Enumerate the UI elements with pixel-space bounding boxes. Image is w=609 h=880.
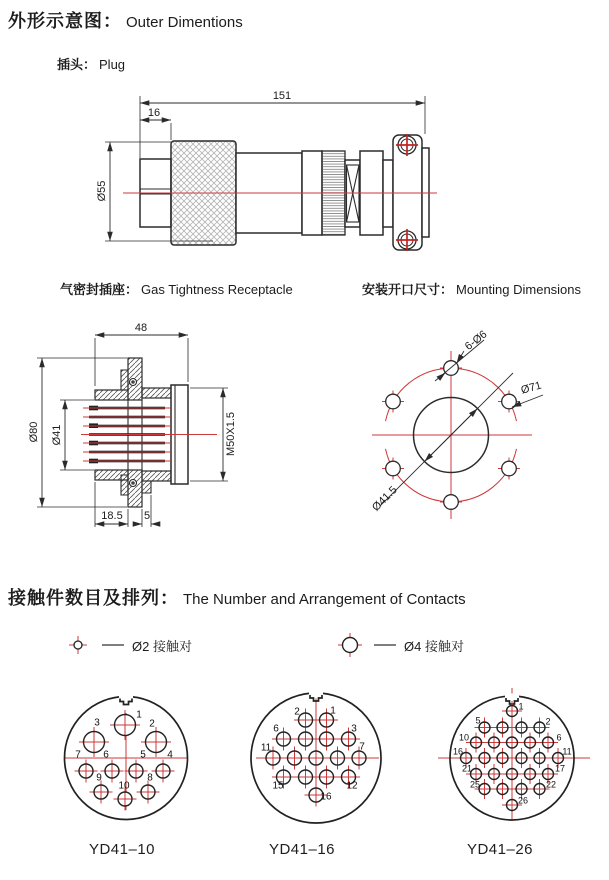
receptacle-flange-bottom-tab <box>128 470 142 507</box>
legend-item-4mm <box>336 632 464 658</box>
contact-number-5: 5 <box>140 749 146 761</box>
contacts-heading-en: The Number and Arrangement of Contacts <box>183 591 466 608</box>
dim-plug-front: 16 <box>147 107 161 119</box>
contact-number-11: 11 <box>260 742 272 754</box>
contact-number-2: 2 <box>545 716 551 727</box>
contact-number-2: 2 <box>294 706 300 718</box>
plug-drawing <box>85 90 450 268</box>
dim-receptacle-opening-dia: Ø41 <box>51 424 63 446</box>
contact-diagram-yd41-26 <box>426 672 598 844</box>
receptacle-heading-zh: 气密封插座： <box>60 282 139 297</box>
contact-2mm-icon <box>66 632 126 658</box>
dim-receptacle-length: 48 <box>134 322 148 334</box>
page-title-zh: 外形示意图： <box>8 11 122 31</box>
contact-number-9: 9 <box>96 772 102 784</box>
contact-number-6: 6 <box>103 749 109 761</box>
legend-item-2mm <box>66 632 192 658</box>
dim-mounting-opening: Ø41.5 <box>370 484 400 514</box>
contact-number-17: 17 <box>554 763 566 774</box>
contact-number-7: 7 <box>75 749 81 761</box>
mounting-heading-zh: 安装开口尺寸： <box>362 282 454 297</box>
contact-number-21: 21 <box>461 763 473 774</box>
contact-number-10: 10 <box>458 732 470 743</box>
contact-number-16: 16 <box>320 791 332 803</box>
contact-number-15: 15 <box>272 780 284 792</box>
contact-diagram-yd41-16 <box>230 672 402 844</box>
contact-number-26: 26 <box>517 795 529 806</box>
dim-receptacle-step: 5 <box>143 510 151 522</box>
dim-receptacle-mount-offset: 18.5 <box>101 510 123 522</box>
contacts-heading-zh: 接触件数目及排列： <box>8 588 179 608</box>
dim-receptacle-flange-dia: Ø80 <box>28 421 40 443</box>
contact-number-6: 6 <box>556 732 562 743</box>
contact-number-3: 3 <box>94 717 100 729</box>
contact-number-22: 22 <box>545 779 557 790</box>
contact-number-1: 1 <box>518 701 524 712</box>
page-title <box>8 7 243 33</box>
receptacle-drawing <box>25 318 250 533</box>
receptacle-pins <box>81 406 217 464</box>
mounting-heading <box>362 279 581 299</box>
contact-number-8: 8 <box>147 772 153 784</box>
contact-number-6: 6 <box>273 723 279 735</box>
plug-heading-zh: 插头： <box>57 57 97 72</box>
dim-receptacle-thread: M50X1.5 <box>225 411 237 457</box>
plug-heading <box>57 54 125 74</box>
dim-plug-length: 151 <box>272 90 292 102</box>
receptacle-heading <box>60 279 293 299</box>
contact-number-1: 1 <box>136 709 142 721</box>
contact-number-16: 16 <box>452 746 464 757</box>
dim-mounting-holes: 6-Ø6 <box>462 328 490 353</box>
contacts-heading <box>8 584 466 610</box>
connector-name: YD41–26 <box>466 841 534 858</box>
legend-label: Ø4 接触对 <box>404 638 464 654</box>
mounting-drawing <box>360 315 609 545</box>
dim-mounting-bolt-circle: Ø71 <box>519 379 543 397</box>
contact-diagram-yd41-10 <box>40 672 212 844</box>
contact-number-5: 5 <box>475 715 481 726</box>
contact-number-12: 12 <box>346 780 358 792</box>
contact-number-11: 11 <box>562 746 572 757</box>
receptacle-heading-en: Gas Tightness Receptacle <box>141 282 293 297</box>
contact-number-2: 2 <box>149 718 155 730</box>
contact-number-4: 4 <box>167 749 173 761</box>
contact-number-7: 7 <box>359 741 365 753</box>
legend-label: Ø2 接触对 <box>132 638 192 654</box>
contact-number-3: 3 <box>351 723 357 735</box>
contact-number-10: 10 <box>118 780 130 792</box>
contact-4mm-icon <box>336 632 398 658</box>
dim-plug-dia: Ø55 <box>96 180 108 202</box>
connector-name: YD41–10 <box>88 841 156 858</box>
contact-number-25: 25 <box>469 779 481 790</box>
page-title-en: Outer Dimentions <box>126 14 243 31</box>
mounting-heading-en: Mounting Dimensions <box>456 282 582 297</box>
connector-name: YD41–16 <box>268 841 336 858</box>
contact-number-1: 1 <box>330 705 336 717</box>
plug-heading-en: Plug <box>99 57 126 72</box>
